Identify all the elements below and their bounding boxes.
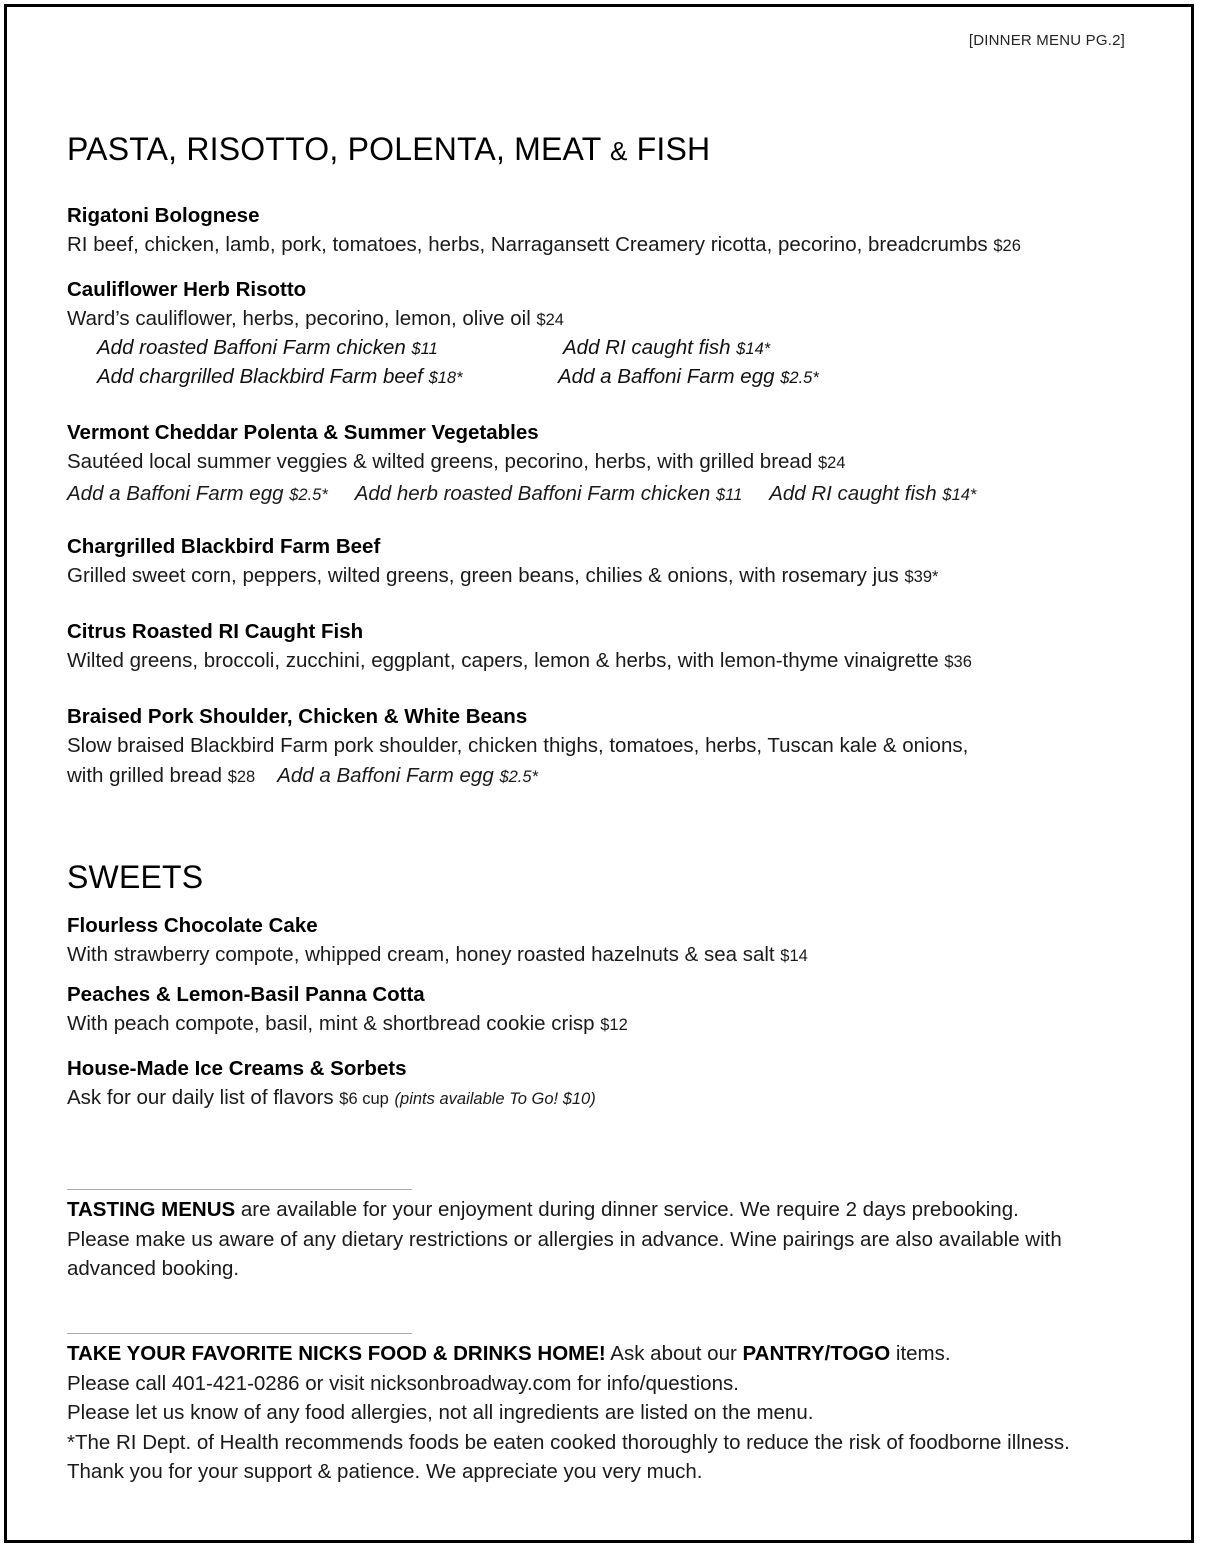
item-price: $14 — [780, 947, 808, 965]
addon-price: $2.5* — [499, 767, 538, 786]
item-price: $12 — [600, 1016, 628, 1034]
menu-item — [67, 276, 1157, 396]
section-title-text-end: FISH — [636, 131, 711, 167]
item-desc-text: Sautéed local summer veggies & wilted greens, pecorino, herbs, with grilled bread — [67, 450, 813, 473]
section-title-sweets: SWEETS — [67, 859, 204, 895]
addon-list — [67, 336, 1157, 396]
item-desc-text: with grilled bread — [67, 763, 222, 787]
addon-option — [355, 482, 743, 505]
addon-list — [67, 479, 1157, 511]
item-description — [67, 561, 1157, 593]
item-desc-text: With strawberry compote, whipped cream, honey roasted hazelnuts & sea salt — [67, 943, 775, 966]
item-name: Braised Pork Shoulder, Chicken & White Beans — [67, 705, 528, 728]
tasting-menus-note — [67, 1195, 1157, 1284]
item-description — [67, 1083, 1157, 1115]
divider — [67, 1333, 412, 1334]
addon-label: Add roasted Baffoni Farm chicken — [97, 335, 406, 359]
footer-line-2: Please call 401-421-0286 or visit nicksonbroadway.com for info/questions. — [67, 1371, 739, 1395]
addon-price: $18* — [428, 368, 463, 387]
section-title-mains — [67, 131, 710, 168]
item-desc-text: Grilled sweet corn, peppers, wilted greens, green beans, chilies & onions, with rosemary jus — [67, 564, 899, 587]
footer-line-1 — [67, 1339, 1157, 1369]
item-name: Peaches & Lemon-Basil Panna Cotta — [67, 983, 425, 1006]
item-desc-text: RI beef, chicken, lamb, pork, tomatoes, herbs, Narragansett Creamery ricotta, pecorino, breadcrumbs — [67, 233, 988, 256]
item-description-line-2 — [67, 761, 1157, 793]
addon-option — [97, 365, 463, 389]
item-desc-text: Ward’s cauliflower, herbs, pecorino, lemon, olive oil — [67, 307, 531, 330]
menu-page — [4, 4, 1194, 1543]
item-name: Flourless Chocolate Cake — [67, 914, 318, 937]
item-description — [67, 230, 1157, 262]
addon-option — [769, 482, 976, 505]
item-price: $24 — [817, 454, 846, 472]
item-desc-text: With peach compote, basil, mint & shortbread cookie crisp — [67, 1012, 595, 1035]
item-price: $24 — [536, 311, 564, 329]
item-name: Rigatoni Bolognese — [67, 204, 260, 227]
footer-text: Ask about our — [610, 1342, 737, 1365]
addon-option — [558, 365, 819, 389]
section-title-amp: & — [610, 136, 628, 166]
item-description — [67, 447, 1157, 479]
addon-label: Add RI caught fish — [563, 335, 731, 359]
item-price: $6 cup — [339, 1090, 389, 1108]
pantry-togo-label: PANTRY/TOGO — [742, 1342, 891, 1365]
item-name: Citrus Roasted RI Caught Fish — [67, 620, 364, 643]
tasting-line-3: advanced booking. — [67, 1257, 240, 1280]
menu-item — [67, 1055, 1157, 1115]
tasting-line-1 — [67, 1195, 1157, 1225]
addon-label: Add a Baffoni Farm egg — [67, 481, 284, 505]
footer-line-5: Thank you for your support & patience. We appreciate you very much. — [67, 1460, 703, 1483]
item-description — [67, 940, 1157, 972]
addon-label: Add RI caught fish — [769, 481, 937, 505]
menu-item — [67, 419, 1157, 510]
menu-item — [67, 981, 1157, 1041]
footer-note — [67, 1339, 1157, 1487]
addon-price: $11 — [411, 339, 438, 358]
item-name: Vermont Cheddar Polenta & Summer Vegetables — [67, 421, 539, 444]
addon-price: $14* — [942, 485, 977, 504]
tasting-line-2: Please make us aware of any dietary restrictions or allergies in advance. Wine pairings are also available with — [67, 1227, 1062, 1251]
menu-item — [67, 703, 1157, 792]
footer-text: items. — [895, 1342, 951, 1365]
item-desc-text: Wilted greens, broccoli, zucchini, eggplant, capers, lemon & herbs, with lemon-thyme vinaigrette — [67, 649, 939, 672]
menu-item — [67, 618, 1157, 678]
item-description-line-1: Slow braised Blackbird Farm pork shoulder, chicken thighs, tomatoes, herbs, Tuscan kale & onions, — [67, 734, 969, 757]
menu-item — [67, 533, 1157, 593]
footer-heading: TAKE YOUR FAVORITE NICKS FOOD & DRINKS HOME! — [67, 1342, 606, 1365]
addon-option — [277, 764, 538, 787]
section-title-text: PASTA, RISOTTO, POLENTA, MEAT — [67, 131, 601, 167]
addon-price: $2.5* — [780, 368, 819, 387]
item-description — [67, 1009, 1157, 1041]
item-name: Cauliflower Herb Risotto — [67, 278, 307, 301]
item-price: $36 — [944, 653, 972, 671]
addon-option — [67, 482, 328, 505]
item-price: $39* — [904, 568, 939, 586]
tasting-text: are available for your enjoyment during dinner service. We require 2 days prebooking. — [240, 1198, 1019, 1221]
addon-option — [97, 336, 438, 360]
footer-line-3: Please let us know of any food allergies, not all ingredients are listed on the menu. — [67, 1401, 814, 1424]
footer-line-4: *The RI Dept. of Health recommends foods be eaten cooked thoroughly to reduce the risk of foodborne illness. — [67, 1430, 1070, 1454]
addon-label: Add herb roasted Baffoni Farm chicken — [354, 481, 711, 505]
addon-price: $11 — [715, 485, 743, 504]
addon-label: Add a Baffoni Farm egg — [558, 364, 775, 388]
item-price: $28 — [227, 767, 256, 786]
divider — [67, 1189, 412, 1190]
item-note: (pints available To Go! $10) — [394, 1090, 596, 1108]
menu-item — [67, 202, 1157, 262]
addon-label: Add chargrilled Blackbird Farm beef — [97, 364, 423, 388]
addon-price: $2.5* — [289, 485, 328, 504]
item-desc-text: Ask for our daily list of flavors — [67, 1086, 334, 1109]
addon-price: $14* — [736, 339, 771, 358]
item-description — [67, 304, 1157, 336]
item-name: House-Made Ice Creams & Sorbets — [67, 1057, 407, 1080]
tasting-heading: TASTING MENUS — [67, 1198, 236, 1221]
item-name: Chargrilled Blackbird Farm Beef — [67, 535, 381, 558]
page-label: [DINNER MENU PG.2] — [968, 32, 1125, 49]
item-description — [67, 646, 1157, 678]
menu-item — [67, 912, 1157, 972]
addon-label: Add a Baffoni Farm egg — [277, 763, 494, 787]
addon-option — [563, 336, 770, 360]
item-price: $26 — [993, 237, 1021, 255]
